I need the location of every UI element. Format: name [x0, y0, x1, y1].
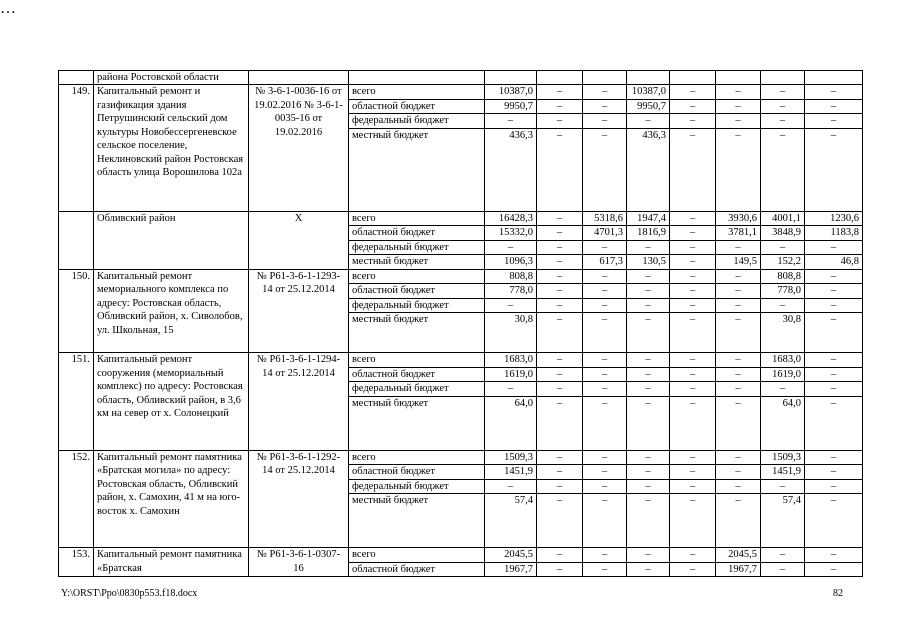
item-number: 152. — [59, 450, 94, 548]
amount-cell: – — [805, 128, 863, 211]
item-number: 149. — [59, 85, 94, 212]
amount-cell: 10387,0 — [627, 85, 670, 100]
amount-cell: – — [537, 353, 583, 368]
amount-cell: – — [761, 548, 805, 563]
amount-cell: – — [670, 353, 716, 368]
amount-cell: – — [583, 128, 627, 211]
funding-source-label: всего — [349, 450, 485, 465]
amount-cell: – — [583, 240, 627, 255]
document-reference: № Р61-3-6-1-1294-14 от 25.12.2014 — [249, 353, 349, 451]
amount-cell: – — [805, 353, 863, 368]
document-reference: № 3-6-1-0036-16 от 19.02.2016 № 3-6-1-0035-16 от 19.02.2016 — [249, 85, 349, 212]
document-reference: № Р61-3-6-1-1292-14 от 25.12.2014 — [249, 450, 349, 548]
amount-cell: – — [716, 298, 761, 313]
object-name: Капитальный ремонт памятника «Братская — [94, 548, 249, 577]
amount-cell: – — [805, 465, 863, 480]
item-number: 151. — [59, 353, 94, 451]
amount-cell: – — [716, 396, 761, 450]
amount-cell: 57,4 — [485, 494, 537, 548]
funding-source-label: всего — [349, 353, 485, 368]
amount-cell: – — [583, 313, 627, 353]
funding-source-label: местный бюджет — [349, 396, 485, 450]
amount-cell: 778,0 — [485, 284, 537, 299]
funding-source-label: местный бюджет — [349, 313, 485, 353]
amount-cell: – — [805, 367, 863, 382]
amount-cell: 1096,3 — [485, 255, 537, 270]
amount-cell: – — [716, 465, 761, 480]
amount-cell: – — [627, 562, 670, 577]
amount-cell: – — [485, 240, 537, 255]
object-name: Капитальный ремонт и газификация здания Петрушинский сельский дом культуры Новобессергеневское сельское поселение, Неклиновский район Ростовская область улица Ворошилова 102а — [94, 85, 249, 212]
amount-cell: – — [537, 479, 583, 494]
funding-source-label: всего — [349, 211, 485, 226]
amount-cell: – — [537, 465, 583, 480]
funding-source-label: местный бюджет — [349, 494, 485, 548]
amount-cell: – — [583, 494, 627, 548]
amount-cell: – — [670, 562, 716, 577]
amount-cell: – — [716, 450, 761, 465]
amount-cell: 436,3 — [485, 128, 537, 211]
amount-cell: – — [583, 396, 627, 450]
amount-cell: – — [670, 211, 716, 226]
amount-cell: – — [583, 85, 627, 100]
amount-cell: – — [627, 382, 670, 397]
amount-cell: – — [805, 114, 863, 129]
budget-table — [58, 70, 863, 577]
amount-cell: 436,3 — [627, 128, 670, 211]
amount-cell: 2045,5 — [716, 548, 761, 563]
amount-cell: 30,8 — [761, 313, 805, 353]
amount-cell: 1509,3 — [485, 450, 537, 465]
document-reference: № Р61-3-6-1-1293-14 от 25.12.2014 — [249, 269, 349, 353]
amount-cell: – — [716, 240, 761, 255]
budget-row — [59, 450, 863, 465]
amount-cell: – — [537, 99, 583, 114]
amount-cell: – — [537, 255, 583, 270]
amount-cell: – — [805, 284, 863, 299]
amount-cell: 3781,1 — [716, 226, 761, 241]
amount-cell: – — [537, 226, 583, 241]
budget-row — [59, 85, 863, 100]
amount-cell: – — [716, 114, 761, 129]
amount-cell: 2045,5 — [485, 548, 537, 563]
amount-cell: – — [583, 99, 627, 114]
amount-cell: 1451,9 — [485, 465, 537, 480]
budget-row — [59, 211, 863, 226]
budget-row — [59, 353, 863, 368]
page-number: 82 — [833, 588, 843, 599]
amount-cell: 1816,9 — [627, 226, 670, 241]
funding-source-label: областной бюджет — [349, 284, 485, 299]
amount-cell: – — [627, 494, 670, 548]
amount-cell: – — [716, 269, 761, 284]
amount-cell: – — [716, 313, 761, 353]
amount-cell: 1619,0 — [761, 367, 805, 382]
amount-cell: 15332,0 — [485, 226, 537, 241]
amount-cell: 64,0 — [485, 396, 537, 450]
amount-cell: 10387,0 — [485, 85, 537, 100]
amount-cell: 64,0 — [761, 396, 805, 450]
amount-cell: – — [805, 99, 863, 114]
amount-cell: – — [537, 211, 583, 226]
amount-cell: 9950,7 — [485, 99, 537, 114]
amount-cell: – — [670, 313, 716, 353]
amount-cell: 1619,0 — [485, 367, 537, 382]
amount-cell: – — [805, 396, 863, 450]
amount-cell: 808,8 — [761, 269, 805, 284]
amount-cell: – — [670, 114, 716, 129]
amount-cell: – — [627, 269, 670, 284]
funding-source-label: областной бюджет — [349, 99, 485, 114]
amount-cell: – — [583, 548, 627, 563]
object-name: Обливский район — [94, 211, 249, 269]
amount-cell: – — [627, 465, 670, 480]
amount-cell: 1509,3 — [761, 450, 805, 465]
amount-cell: – — [761, 562, 805, 577]
amount-cell: – — [583, 562, 627, 577]
amount-cell: – — [627, 367, 670, 382]
budget-row — [59, 548, 863, 563]
amount-cell: – — [670, 284, 716, 299]
amount-cell: – — [761, 382, 805, 397]
amount-cell: – — [627, 284, 670, 299]
amount-cell: – — [805, 548, 863, 563]
amount-cell: – — [670, 255, 716, 270]
amount-cell: – — [716, 382, 761, 397]
amount-cell: 16428,3 — [485, 211, 537, 226]
amount-cell: – — [670, 494, 716, 548]
amount-cell: – — [716, 128, 761, 211]
amount-cell: – — [485, 382, 537, 397]
amount-cell: – — [537, 269, 583, 284]
funding-source-label: федеральный бюджет — [349, 479, 485, 494]
amount-cell: – — [537, 284, 583, 299]
amount-cell: – — [627, 313, 670, 353]
funding-source-label: всего — [349, 548, 485, 563]
amount-cell: 152,2 — [761, 255, 805, 270]
amount-cell: 149,5 — [716, 255, 761, 270]
amount-cell: 808,8 — [485, 269, 537, 284]
amount-cell: – — [485, 479, 537, 494]
amount-cell: 778,0 — [761, 284, 805, 299]
funding-source-label: областной бюджет — [349, 226, 485, 241]
amount-cell: – — [761, 298, 805, 313]
footer-file-path: Y:\ORST\Ppo\0830p553.f18.docx — [61, 588, 198, 599]
amount-cell: – — [716, 99, 761, 114]
amount-cell: – — [485, 298, 537, 313]
amount-cell: – — [537, 450, 583, 465]
amount-cell: – — [805, 240, 863, 255]
amount-cell: 1967,7 — [485, 562, 537, 577]
amount-cell: – — [716, 353, 761, 368]
funding-source-label: областной бюджет — [349, 367, 485, 382]
amount-cell: – — [583, 269, 627, 284]
object-name: Капитальный ремонт памятника «Братская могила» по адресу: Ростовская область, Обливский район, х. Самохин, 41 м на юго-восток х. Самохин — [94, 450, 249, 548]
amount-cell: – — [627, 450, 670, 465]
amount-cell: – — [670, 85, 716, 100]
amount-cell: – — [670, 479, 716, 494]
amount-cell: – — [670, 548, 716, 563]
object-name: Капитальный ремонт сооружения (мемориальный комплекс) по адресу: Ростовская область, Обливский район, в 3,6 км на север от х. Солонецкий — [94, 353, 249, 451]
amount-cell: 5318,6 — [583, 211, 627, 226]
amount-cell: – — [805, 494, 863, 548]
amount-cell: – — [627, 298, 670, 313]
amount-cell: – — [761, 128, 805, 211]
amount-cell: 1683,0 — [485, 353, 537, 368]
funding-source-label: местный бюджет — [349, 128, 485, 211]
amount-cell: 4701,3 — [583, 226, 627, 241]
amount-cell: – — [583, 353, 627, 368]
amount-cell: – — [537, 240, 583, 255]
amount-cell: – — [805, 450, 863, 465]
amount-cell: – — [716, 284, 761, 299]
amount-cell: – — [583, 298, 627, 313]
amount-cell: – — [670, 450, 716, 465]
amount-cell: – — [805, 298, 863, 313]
amount-cell: – — [537, 382, 583, 397]
object-name: Капитальный ремонт мемориального комплекса по адресу: Ростовская область, Обливский район, х. Сиволобов, ул. Школьная, 15 — [94, 269, 249, 353]
amount-cell: – — [670, 99, 716, 114]
amount-cell: – — [670, 367, 716, 382]
amount-cell: – — [583, 284, 627, 299]
funding-source-label: местный бюджет — [349, 255, 485, 270]
amount-cell: – — [670, 396, 716, 450]
amount-cell: – — [537, 85, 583, 100]
amount-cell: – — [761, 479, 805, 494]
amount-cell: – — [537, 298, 583, 313]
amount-cell: – — [805, 382, 863, 397]
amount-cell: – — [670, 269, 716, 284]
amount-cell: – — [670, 128, 716, 211]
amount-cell: – — [583, 479, 627, 494]
amount-cell: 617,3 — [583, 255, 627, 270]
amount-cell: 1947,4 — [627, 211, 670, 226]
amount-cell: 1967,7 — [716, 562, 761, 577]
amount-cell: – — [537, 548, 583, 563]
amount-cell: – — [627, 479, 670, 494]
amount-cell: – — [627, 114, 670, 129]
amount-cell: – — [627, 353, 670, 368]
amount-cell: – — [537, 396, 583, 450]
amount-cell: – — [761, 85, 805, 100]
budget-row — [59, 269, 863, 284]
amount-cell: – — [583, 367, 627, 382]
funding-source-label: федеральный бюджет — [349, 114, 485, 129]
amount-cell: – — [583, 450, 627, 465]
amount-cell: – — [583, 114, 627, 129]
amount-cell: – — [805, 269, 863, 284]
document-reference: Х — [249, 211, 349, 269]
amount-cell: 130,5 — [627, 255, 670, 270]
funding-source-label: всего — [349, 269, 485, 284]
funding-source-label: федеральный бюджет — [349, 382, 485, 397]
amount-cell: 57,4 — [761, 494, 805, 548]
funding-source-label: областной бюджет — [349, 562, 485, 577]
amount-cell: – — [537, 494, 583, 548]
amount-cell: – — [670, 382, 716, 397]
funding-source-label: всего — [349, 85, 485, 100]
amount-cell: – — [670, 240, 716, 255]
item-number: 153. — [59, 548, 94, 577]
amount-cell: 4001,1 — [761, 211, 805, 226]
funding-source-label: федеральный бюджет — [349, 240, 485, 255]
amount-cell: – — [537, 128, 583, 211]
amount-cell: – — [537, 114, 583, 129]
amount-cell: 1183,8 — [805, 226, 863, 241]
amount-cell: – — [627, 396, 670, 450]
amount-cell: – — [716, 494, 761, 548]
item-number — [59, 211, 94, 269]
amount-cell: 1451,9 — [761, 465, 805, 480]
amount-cell: – — [583, 465, 627, 480]
amount-cell: – — [537, 562, 583, 577]
amount-cell: – — [805, 479, 863, 494]
amount-cell: 9950,7 — [627, 99, 670, 114]
funding-source-label: областной бюджет — [349, 465, 485, 480]
amount-cell: – — [485, 114, 537, 129]
amount-cell: – — [627, 548, 670, 563]
item-number: 150. — [59, 269, 94, 353]
amount-cell: – — [761, 240, 805, 255]
amount-cell: – — [805, 562, 863, 577]
amount-cell: – — [805, 313, 863, 353]
funding-source-label: федеральный бюджет — [349, 298, 485, 313]
amount-cell: – — [670, 226, 716, 241]
amount-cell: – — [761, 114, 805, 129]
amount-cell: – — [583, 382, 627, 397]
amount-cell: 1683,0 — [761, 353, 805, 368]
document-reference: № Р61-3-6-1-0307-16 — [249, 548, 349, 577]
amount-cell: – — [716, 85, 761, 100]
amount-cell: 46,8 — [805, 255, 863, 270]
amount-cell: 30,8 — [485, 313, 537, 353]
continuation-row — [59, 70, 863, 85]
amount-cell: – — [670, 298, 716, 313]
amount-cell: 3930,6 — [716, 211, 761, 226]
amount-cell: – — [716, 479, 761, 494]
amount-cell: – — [805, 85, 863, 100]
amount-cell: 3848,9 — [761, 226, 805, 241]
amount-cell: – — [670, 465, 716, 480]
amount-cell: – — [716, 367, 761, 382]
continuation-text: района Ростовской области — [94, 70, 249, 85]
amount-cell: – — [537, 367, 583, 382]
amount-cell: – — [761, 99, 805, 114]
amount-cell: – — [537, 313, 583, 353]
amount-cell: – — [627, 240, 670, 255]
amount-cell: 1230,6 — [805, 211, 863, 226]
